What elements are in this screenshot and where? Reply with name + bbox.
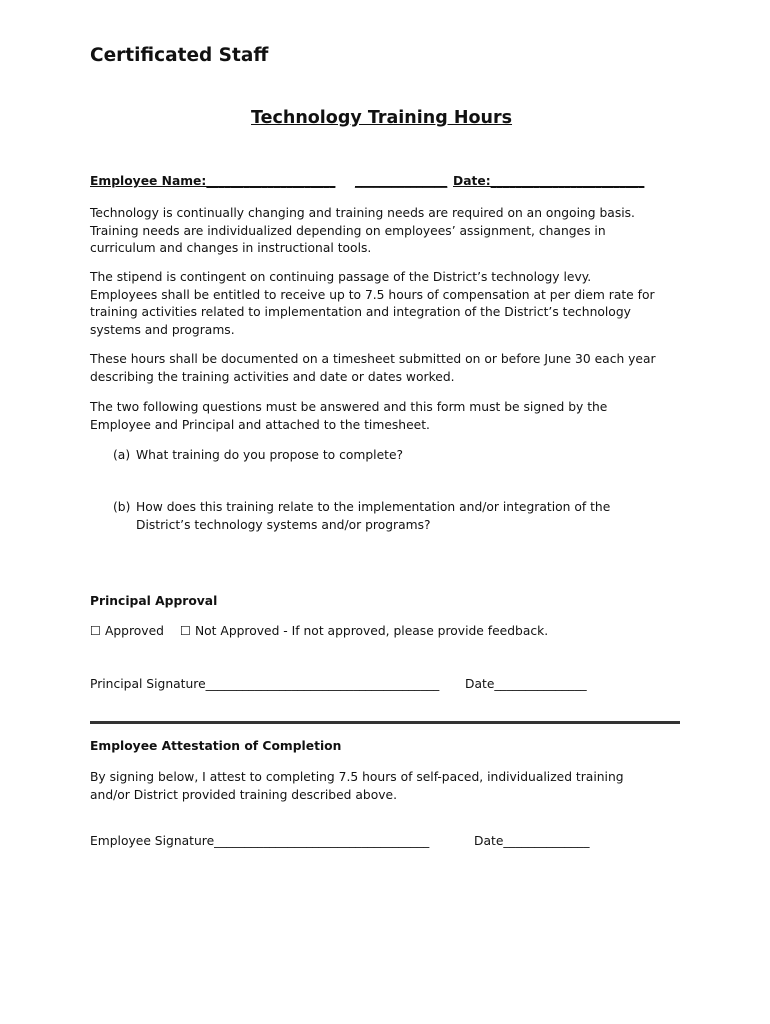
paragraph-line: Technology is continually changing and training needs are required on an ongoing basis.	[90, 206, 635, 220]
not-approved-checkbox[interactable]: ☐	[180, 624, 192, 638]
form-title: Technology Training Hours	[251, 108, 513, 128]
paragraph-line: Training needs are individualized depending on employees’ assignment, changes in	[90, 223, 606, 238]
paragraph-line: The two following questions must be answered and this form must be signed by the	[90, 400, 608, 414]
paragraph-training-needs	[90, 205, 690, 258]
employee-name-field[interactable]: Employee Name:_____________________	[90, 174, 336, 188]
paragraph-line: curriculum and changes in instructional tools.	[90, 241, 372, 255]
question-b-line: How does this training relate to the implementation and/or integration of the	[136, 500, 611, 514]
question-b-text	[136, 498, 610, 534]
paragraph-line: The stipend is contingent on continuing passage of the District’s technology levy.	[90, 270, 592, 284]
paragraph-timesheet	[90, 351, 690, 386]
question-b-marker: (b)	[113, 500, 131, 514]
paragraph-line: and/or District provided training described above.	[90, 787, 397, 802]
employee-date-field[interactable]: Date:_________________________	[453, 174, 645, 188]
paragraph-line: Employee and Principal and attached to the timesheet.	[90, 417, 430, 432]
paragraph-line: training activities related to implementation and integration of the District’s technology	[90, 305, 631, 319]
paragraph-line: Employees shall be entitled to receive up to 7.5 hours of compensation at per diem rate for	[90, 287, 655, 302]
approved-label: Approved	[104, 624, 164, 638]
question-a-marker: (a)	[113, 448, 131, 462]
paragraph-line: These hours shall be documented on a timesheet submitted on or before June 30 each year	[90, 352, 656, 366]
paragraph-stipend	[90, 269, 690, 339]
paragraph-line: describing the training activities and date or dates worked.	[90, 369, 455, 384]
principal-approval-heading: Principal Approval	[90, 594, 218, 608]
attestation-heading: Employee Attestation of Completion	[90, 739, 342, 753]
principal-date-field[interactable]: Date_______________	[465, 677, 587, 691]
section-divider	[90, 721, 680, 724]
question-a-text: What training do you propose to complete?	[136, 448, 404, 462]
paragraph-line: systems and programs.	[90, 322, 235, 337]
not-approved-option[interactable]	[180, 624, 548, 638]
attestation-text	[90, 769, 690, 804]
approved-option[interactable]	[90, 624, 164, 638]
paragraph-instructions	[90, 399, 690, 434]
principal-signature-field[interactable]: Principal Signature______________________________________	[90, 677, 440, 691]
question-b-line: District’s technology systems and/or programs?	[136, 518, 431, 532]
employee-signature-date-field[interactable]: Date______________	[474, 834, 590, 848]
employee-line-gap: _______________	[355, 174, 448, 188]
department-heading: Certificated Staff	[90, 45, 269, 66]
employee-signature-field[interactable]: Employee Signature___________________________________	[90, 834, 430, 848]
paragraph-line: By signing below, I attest to completing 7.5 hours of self-paced, individualized training	[90, 770, 624, 784]
approved-checkbox[interactable]: ☐	[90, 624, 102, 638]
not-approved-label: Not Approved - If not approved, please provide feedback.	[194, 624, 549, 638]
